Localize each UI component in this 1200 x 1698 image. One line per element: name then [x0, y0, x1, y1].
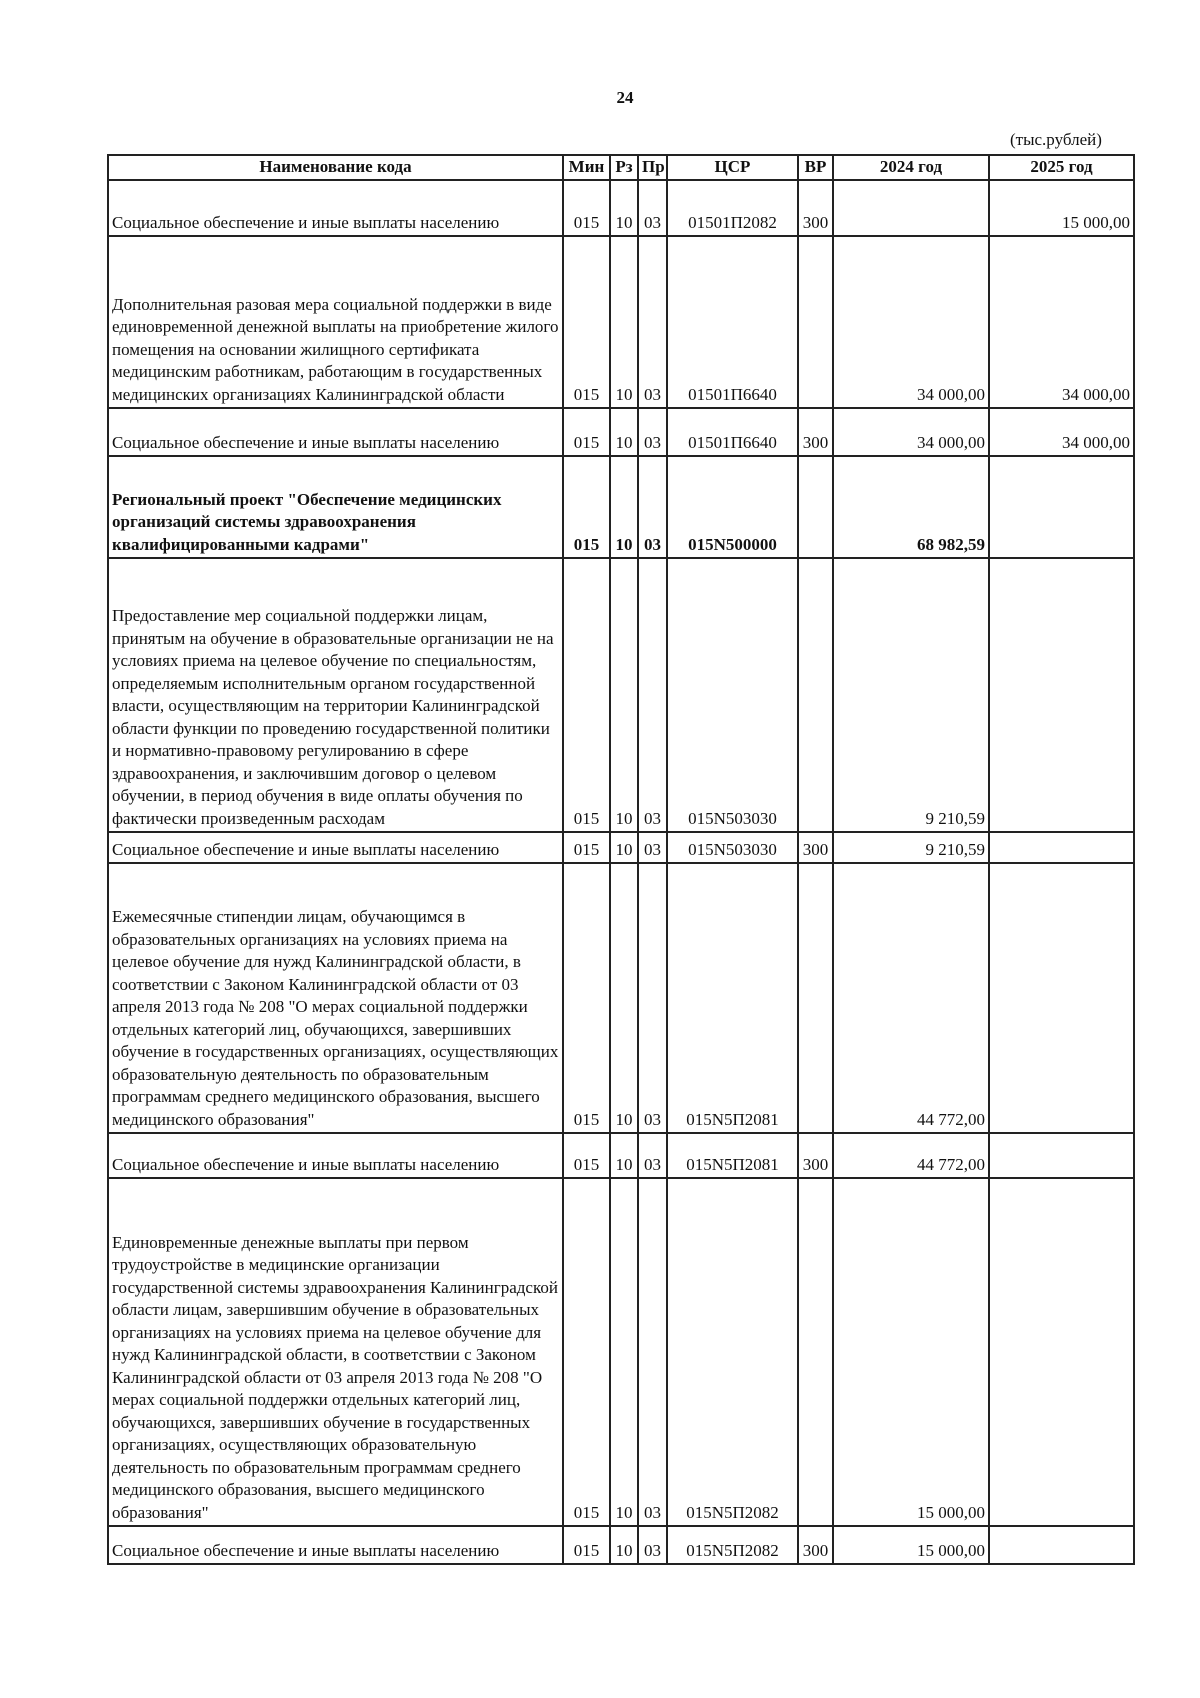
- header-vr: ВР: [798, 155, 833, 180]
- table-row: [108, 1178, 1134, 1526]
- budget-table: [107, 154, 1135, 1565]
- row-rz: 10: [610, 832, 638, 863]
- row-vr: [798, 236, 833, 408]
- row-vr: 300: [798, 1133, 833, 1178]
- row-csr: 015N500000: [667, 456, 798, 558]
- header-min: Мин: [563, 155, 610, 180]
- row-pr: 03: [638, 1526, 667, 1564]
- row-name: Региональный проект "Обеспечение медицинских организаций системы здравоохранения квалифицированными кадрами": [108, 456, 563, 558]
- row-name: Социальное обеспечение и иные выплаты населению: [108, 1526, 563, 1564]
- row-csr: 015N503030: [667, 832, 798, 863]
- row-min: 015: [563, 408, 610, 456]
- row-name: Ежемесячные стипендии лицам, обучающимся в образовательных организациях на условиях приема на целевое обучение для нужд Калининградской области, в соответствии с Законом Калининградской области от 03 апреля 2013 года № 208 "О мерах социальной поддержки отдельных категорий лиц, обучающихся, завершивших обучение в государственных организациях, осуществляющих образовательную деятельность по образовательным программам среднего медицинского образования, высшего медицинского образования": [108, 863, 563, 1133]
- row-csr: 015N5П2082: [667, 1526, 798, 1564]
- row-csr: 01501П6640: [667, 408, 798, 456]
- row-2025: 34 000,00: [989, 236, 1134, 408]
- header-name: Наименование кода: [108, 155, 563, 180]
- row-csr: 01501П2082: [667, 180, 798, 236]
- row-vr: [798, 456, 833, 558]
- table-row: [108, 832, 1134, 863]
- row-rz: 10: [610, 558, 638, 832]
- row-pr: 03: [638, 180, 667, 236]
- table-row: [108, 1526, 1134, 1564]
- row-2024: 44 772,00: [833, 863, 989, 1133]
- table-row-section: [108, 456, 1134, 558]
- row-rz: 10: [610, 1178, 638, 1526]
- row-rz: 10: [610, 456, 638, 558]
- row-2025: [989, 558, 1134, 832]
- row-vr: 300: [798, 408, 833, 456]
- row-pr: 03: [638, 1133, 667, 1178]
- row-name: Социальное обеспечение и иные выплаты населению: [108, 180, 563, 236]
- row-rz: 10: [610, 1526, 638, 1564]
- row-vr: 300: [798, 180, 833, 236]
- row-2025: [989, 456, 1134, 558]
- row-min: 015: [563, 1178, 610, 1526]
- table-row: [108, 180, 1134, 236]
- row-min: 015: [563, 1133, 610, 1178]
- row-2024: 44 772,00: [833, 1133, 989, 1178]
- row-2025: [989, 1133, 1134, 1178]
- row-vr: 300: [798, 1526, 833, 1564]
- table-row: [108, 236, 1134, 408]
- row-2024: 34 000,00: [833, 408, 989, 456]
- row-min: 015: [563, 236, 610, 408]
- page-number: 24: [616, 88, 634, 107]
- table-row: [108, 558, 1134, 832]
- row-csr: 015N503030: [667, 558, 798, 832]
- table-row: [108, 408, 1134, 456]
- row-2025: 15 000,00: [989, 180, 1134, 236]
- table-row: [108, 1133, 1134, 1178]
- row-2025: [989, 863, 1134, 1133]
- row-2024: 15 000,00: [833, 1526, 989, 1564]
- row-min: 015: [563, 180, 610, 236]
- row-rz: 10: [610, 863, 638, 1133]
- row-csr: 015N5П2081: [667, 863, 798, 1133]
- row-rz: 10: [610, 408, 638, 456]
- row-vr: [798, 863, 833, 1133]
- row-name: Единовременные денежные выплаты при первом трудоустройстве в медицинские организации государственной системы здравоохранения Калининградской области лицам, завершившим обучение в образовательных организациях на условиях приема на целевое обучение для нужд Калининградской области, в соответствии с Законом Калининградской области от 03 апреля 2013 года № 208 "О мерах социальной поддержки отдельных категорий лиц, обучающихся, завершивших обучение в государственных организациях, осуществляющих образовательную деятельность по образовательным программам среднего медицинского образования, высшего медицинского образования": [108, 1178, 563, 1526]
- row-name: Социальное обеспечение и иные выплаты населению: [108, 1133, 563, 1178]
- row-rz: 10: [610, 1133, 638, 1178]
- header-2024: 2024 год: [833, 155, 989, 180]
- row-csr: 015N5П2082: [667, 1178, 798, 1526]
- row-2024: 9 210,59: [833, 832, 989, 863]
- row-pr: 03: [638, 832, 667, 863]
- row-2024: 15 000,00: [833, 1178, 989, 1526]
- row-vr: [798, 558, 833, 832]
- units-label: (тыс.рублей): [1010, 130, 1102, 149]
- table-row: [108, 863, 1134, 1133]
- row-2025: [989, 1178, 1134, 1526]
- row-csr: 015N5П2081: [667, 1133, 798, 1178]
- row-name: Социальное обеспечение и иные выплаты населению: [108, 408, 563, 456]
- row-name: Социальное обеспечение и иные выплаты населению: [108, 832, 563, 863]
- row-pr: 03: [638, 1178, 667, 1526]
- row-min: 015: [563, 1526, 610, 1564]
- row-2024: 68 982,59: [833, 456, 989, 558]
- row-rz: 10: [610, 236, 638, 408]
- row-2025: [989, 832, 1134, 863]
- row-name: Дополнительная разовая мера социальной поддержки в виде единовременной денежной выплаты на приобретение жилого помещения на основании жилищного сертификата медицинским работникам, работающим в государственных медицинских организациях Калининградской области: [108, 236, 563, 408]
- row-pr: 03: [638, 456, 667, 558]
- row-vr: [798, 1178, 833, 1526]
- row-2025: [989, 1526, 1134, 1564]
- row-min: 015: [563, 558, 610, 832]
- row-min: 015: [563, 456, 610, 558]
- row-min: 015: [563, 832, 610, 863]
- row-name: Предоставление мер социальной поддержки лицам, принятым на обучение в образовательные организации не на условиях приема на целевое обучение по специальностям, определяемым исполнительным органом государственной власти, осуществляющим на территории Калининградской области функции по проведению государственной политики и нормативно-правовому регулированию в сфере здравоохранения, и заключившим договор о целевом обучении, в период обучения в виде оплаты обучения по фактически произведенным расходам: [108, 558, 563, 832]
- row-2025: 34 000,00: [989, 408, 1134, 456]
- row-2024: 34 000,00: [833, 236, 989, 408]
- header-2025: 2025 год: [989, 155, 1134, 180]
- row-pr: 03: [638, 408, 667, 456]
- table-header-row: [108, 155, 1134, 180]
- row-2024: 9 210,59: [833, 558, 989, 832]
- row-pr: 03: [638, 558, 667, 832]
- row-rz: 10: [610, 180, 638, 236]
- row-csr: 01501П6640: [667, 236, 798, 408]
- row-vr: 300: [798, 832, 833, 863]
- header-rz: Рз: [610, 155, 638, 180]
- header-pr: Пр: [638, 155, 667, 180]
- row-pr: 03: [638, 236, 667, 408]
- row-pr: 03: [638, 863, 667, 1133]
- header-csr: ЦСР: [667, 155, 798, 180]
- row-2024: [833, 180, 989, 236]
- row-min: 015: [563, 863, 610, 1133]
